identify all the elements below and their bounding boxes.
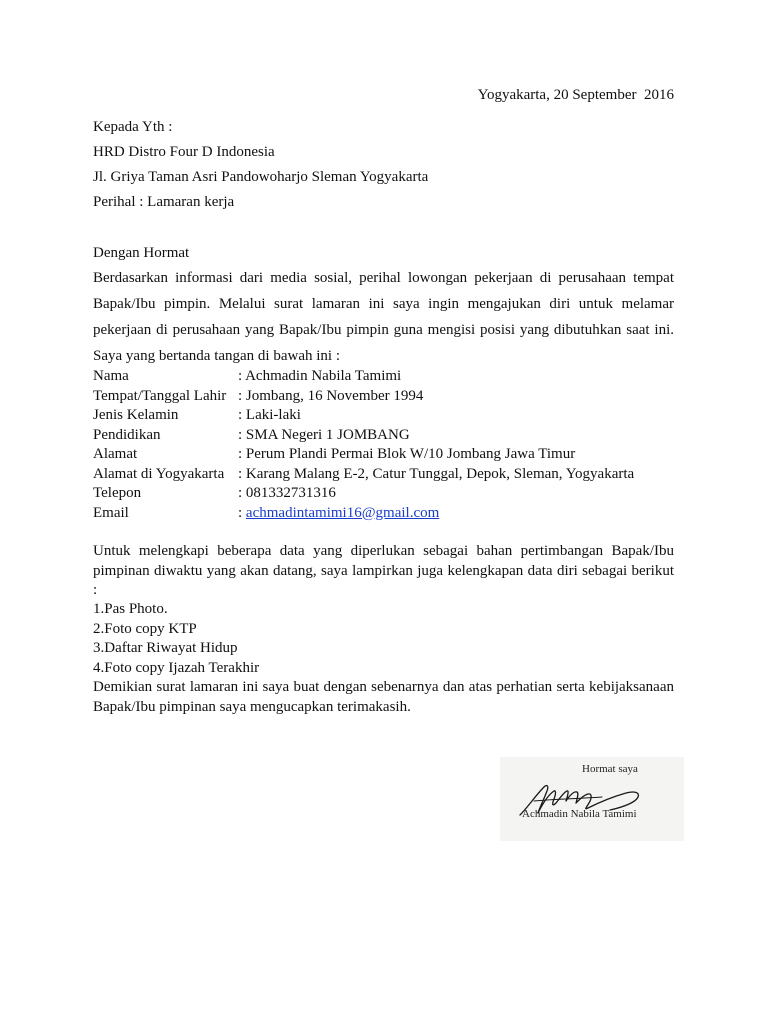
intro-paragraph: Berdasarkan informasi dari media sosial, perihal lowongan pekerjaan di perusahaan tempat Bapak/Ibu pimpin. Melalui surat lamaran ini saya ingin mengajukan diri untuk melamar pekerjaan di perusahaan yang Bapak/Ibu pimpin guna mengisi posisi yang dibutuhkan saat ini. Saya yang bertanda tangan di bawah ini : xyxy=(93,270,674,364)
recipient-line-salutation: Kepada Yth : xyxy=(93,119,173,135)
subject-line: Perihal : Lamaran kerja xyxy=(93,194,235,210)
detail-row xyxy=(93,465,693,485)
detail-row xyxy=(93,367,693,387)
recipient-line-company: HRD Distro Four D Indonesia xyxy=(93,144,275,160)
attachment-item: 3.Daftar Riwayat Hidup xyxy=(93,640,238,656)
attachment-item: 1.Pas Photo. xyxy=(93,601,168,617)
detail-value: : Jombang, 16 November 1994 xyxy=(238,387,424,404)
signature-name: Achmadin Nabila Tamimi xyxy=(522,808,637,820)
detail-label: Nama xyxy=(93,368,129,384)
applicant-details xyxy=(93,367,693,523)
detail-value-email xyxy=(238,504,439,524)
detail-row xyxy=(93,445,693,465)
signature-block xyxy=(500,757,684,841)
detail-label: Telepon xyxy=(93,485,142,501)
attachment-item: 4.Foto copy Ijazah Terakhir xyxy=(93,659,260,676)
detail-row xyxy=(93,406,693,426)
signature-salutation: Hormat saya xyxy=(582,763,638,775)
detail-row-email xyxy=(93,504,693,524)
detail-value: : 081332731316 xyxy=(238,485,336,501)
detail-row xyxy=(93,484,693,504)
closing-paragraph: Demikian surat lamaran ini saya buat dengan sebenarnya dan atas perhatian serta kebijaksanaan Bapak/Ibu pimpinan saya mengucapkan terimakasih. xyxy=(93,679,674,715)
detail-label: Email xyxy=(93,504,129,521)
detail-label: Tempat/Tanggal Lahir xyxy=(93,387,227,404)
attachment-list xyxy=(93,600,674,678)
detail-value: : Karang Malang E-2, Catur Tunggal, Depok, Sleman, Yogyakarta xyxy=(238,465,635,482)
recipient-block xyxy=(93,115,674,215)
email-prefix: : xyxy=(238,504,246,521)
detail-label: Jenis Kelamin xyxy=(93,407,179,423)
attachment-item: 2.Foto copy KTP xyxy=(93,620,197,637)
greeting: Dengan Hormat xyxy=(93,245,190,261)
detail-row xyxy=(93,426,693,446)
detail-value: : Perum Plandi Permai Blok W/10 Jombang Jawa Timur xyxy=(238,446,576,462)
recipient-line-address: Jl. Griya Taman Asri Pandowoharjo Sleman Yogyakarta xyxy=(93,169,429,185)
detail-value: : Achmadin Nabila Tamimi xyxy=(238,368,402,384)
detail-row xyxy=(93,387,693,407)
detail-label: Pendidikan xyxy=(93,426,161,443)
detail-value: : SMA Negeri 1 JOMBANG xyxy=(238,426,410,443)
email-link[interactable]: achmadintamimi16@gmail.com xyxy=(245,504,440,521)
attachment-paragraph: Untuk melengkapi beberapa data yang diperlukan sebagai bahan pertimbangan Bapak/Ibu pimpinan diwaktu yang akan datang, saya lampirkan juga kelengkapan data diri sebagai berikut : xyxy=(93,543,674,598)
letter-date: Yogyakarta, 20 September 2016 xyxy=(477,87,674,103)
detail-label: Alamat di Yogyakarta xyxy=(93,465,225,482)
detail-value: : Laki-laki xyxy=(238,407,301,423)
detail-label: Alamat xyxy=(93,446,138,462)
